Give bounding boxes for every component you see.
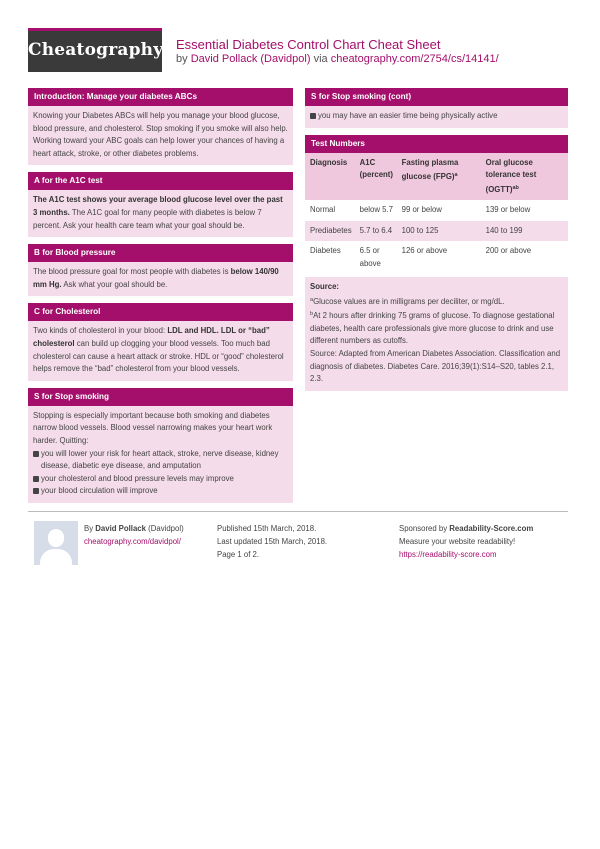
table-row	[305, 241, 568, 274]
smoke-block	[28, 388, 293, 503]
table-cell: 139 or below	[481, 200, 568, 221]
left-column	[28, 88, 293, 510]
bp-bold: below 140/90 mm Hg.	[33, 267, 279, 289]
byline-via: via	[310, 53, 331, 65]
smoke-cont-block	[305, 88, 568, 128]
test-numbers-block	[305, 135, 568, 275]
footer-sponsor	[399, 522, 533, 535]
chol-heading: C for Cholesterol	[28, 303, 293, 321]
table-row	[305, 200, 568, 221]
cheatography-logo[interactable]	[28, 28, 162, 72]
table-cell: 100 to 125	[397, 221, 481, 242]
table-cell: Normal	[305, 200, 355, 221]
footer-updated: Last updated 15th March, 2018.	[217, 537, 328, 546]
table-cell: Prediabetes	[305, 221, 355, 242]
header-a1c: A1C (percent)	[355, 153, 397, 201]
footer-author	[84, 522, 184, 535]
footer-profile-link[interactable]: cheatography.com/davidpol/	[84, 537, 181, 546]
smoke-bullet-2: your cholesterol and blood pressure levels may improve	[33, 473, 288, 486]
byline-prefix: by	[176, 53, 191, 65]
footer-page: Page 1 of 2.	[217, 550, 260, 559]
table-cell: below 5.7	[355, 200, 397, 221]
byline	[176, 53, 499, 65]
sponsor-prefix: Sponsored by	[399, 524, 450, 533]
header-fpg-label: Fasting plasma glucose (FPG)	[401, 157, 459, 182]
table-cell: 126 or above	[397, 241, 481, 274]
sheet-url-link[interactable]: cheatography.com/2754/cs/14141/	[330, 53, 499, 65]
table-cell: 99 or below	[397, 200, 481, 221]
avatar[interactable]	[34, 521, 78, 565]
avatar-head-icon	[48, 529, 64, 547]
chol-text	[28, 321, 293, 380]
footer-handle: (Davidpol)	[145, 524, 184, 533]
source-block	[305, 277, 568, 391]
intro-block	[28, 88, 293, 165]
bp-text2: Ask what your goal should be.	[61, 279, 168, 289]
table-cell: 6.5 or above	[355, 241, 397, 274]
header-ogtt-sup: ab	[512, 184, 519, 191]
chol-bold: LDL and HDL. LDL or “bad” cholesterol	[33, 326, 270, 348]
bp-heading: B for Blood pressure	[28, 244, 293, 262]
note-b-sup: b	[310, 311, 314, 318]
author-link[interactable]: David Pollack (Davidpol)	[190, 53, 311, 65]
right-column	[305, 88, 568, 391]
a1c-heading: A for the A1C test	[28, 172, 293, 190]
note-b-text: At 2 hours after drinking 75 grams of glucose. To diagnose gestational diabetes, health care professionals give more glucose to drink and use different numbers as cutoffs.	[310, 311, 555, 346]
table-row	[305, 221, 568, 242]
intro-heading: Introduction: Manage your diabetes ABCs	[28, 88, 293, 106]
note-a-sup: a	[310, 296, 314, 303]
table-cell: Diabetes	[305, 241, 355, 274]
smoke-cont-bullet-1: you may have an easier time being physically active	[310, 110, 563, 123]
smoke-bullet-3: your blood circulation will improve	[33, 485, 288, 498]
bp-block	[28, 244, 293, 296]
smoke-body	[28, 406, 293, 503]
header-ogtt-label: Oral glucose tolerance test (OGTT)	[485, 157, 537, 194]
note-a-text: Glucose values are in milligrams per deciliter, or mg/dL.	[313, 296, 505, 306]
table-cell: 200 or above	[481, 241, 568, 274]
source-citation: Source: Adapted from American Diabetes Association. Classification and diagnosis of diabetes. Diabetes Care. 2016;39(1):S14–S20, tables 2.1, 2.3.	[310, 349, 561, 384]
smoke-heading: S for Stop smoking	[28, 388, 293, 406]
test-numbers-heading: Test Numbers	[305, 135, 568, 153]
table-cell: 140 to 199	[481, 221, 568, 242]
smoke-cont-body	[305, 106, 568, 128]
avatar-body-icon	[40, 549, 72, 565]
table-cell: 5.7 to 6.4	[355, 221, 397, 242]
sponsor-link[interactable]: https://readability-score.com	[399, 550, 497, 559]
page-title: Essential Diabetes Control Chart Cheat Sheet	[176, 37, 441, 52]
chol-text1: Two kinds of cholesterol in your blood:	[33, 326, 168, 336]
bp-text	[28, 262, 293, 296]
header-fpg	[397, 153, 481, 201]
source-note-b	[310, 308, 563, 348]
footer	[28, 511, 568, 583]
smoke-cont-heading: S for Stop smoking (cont)	[305, 88, 568, 106]
sponsor-tagline: Measure your website readability!	[399, 537, 516, 546]
a1c-text	[28, 190, 293, 237]
footer-by: By	[84, 524, 96, 533]
a1c-bold: The A1C test shows your average blood glucose level over the past 3 months.	[33, 195, 283, 217]
source-note-a	[310, 294, 563, 309]
footer-published: Published 15th March, 2018.	[217, 524, 317, 533]
test-numbers-table	[305, 153, 568, 275]
bp-text1: The blood pressure goal for most people with diabetes is	[33, 267, 231, 277]
header-ogtt	[481, 153, 568, 201]
logo-text: Cheatography	[28, 40, 164, 60]
a1c-rest: The A1C goal for many people with diabetes is below 7 percent. Ask your health care team what your goal should be.	[33, 207, 262, 230]
smoke-bullet-1: you will lower your risk for heart attack, stroke, nerve disease, kidney disease, diabetic eye disease, and amputation	[33, 448, 288, 473]
source-title: Source:	[310, 282, 340, 292]
sponsor-name: Readability-Score.com	[449, 524, 534, 533]
footer-author-name: David Pollack	[95, 524, 146, 533]
header-diagnosis: Diagnosis	[305, 153, 355, 201]
chol-block	[28, 303, 293, 380]
chol-text2: can build up clogging your blood vessels. Too much bad cholesterol can cause a heart attack or stroke. HDL or “good” cholesterol helps remove the “bad” cholesterol from your blood vessels.	[33, 338, 284, 374]
header-fpg-sup: a	[454, 172, 458, 179]
intro-text: Knowing your Diabetes ABCs will help you manage your blood glucose, blood pressure, and cholesterol. Stop smoking if you smoke will also help. Working toward your ABC goals can help lower your chances of having a heart attack, stroke, or other diabetes problems.	[28, 106, 293, 165]
a1c-block	[28, 172, 293, 237]
smoke-text: Stopping is especially important because both smoking and diabetes narrow blood vessels. Blood vessel narrowing makes your heart work harder. Quitting:	[33, 410, 273, 445]
table-header-row	[305, 153, 568, 201]
